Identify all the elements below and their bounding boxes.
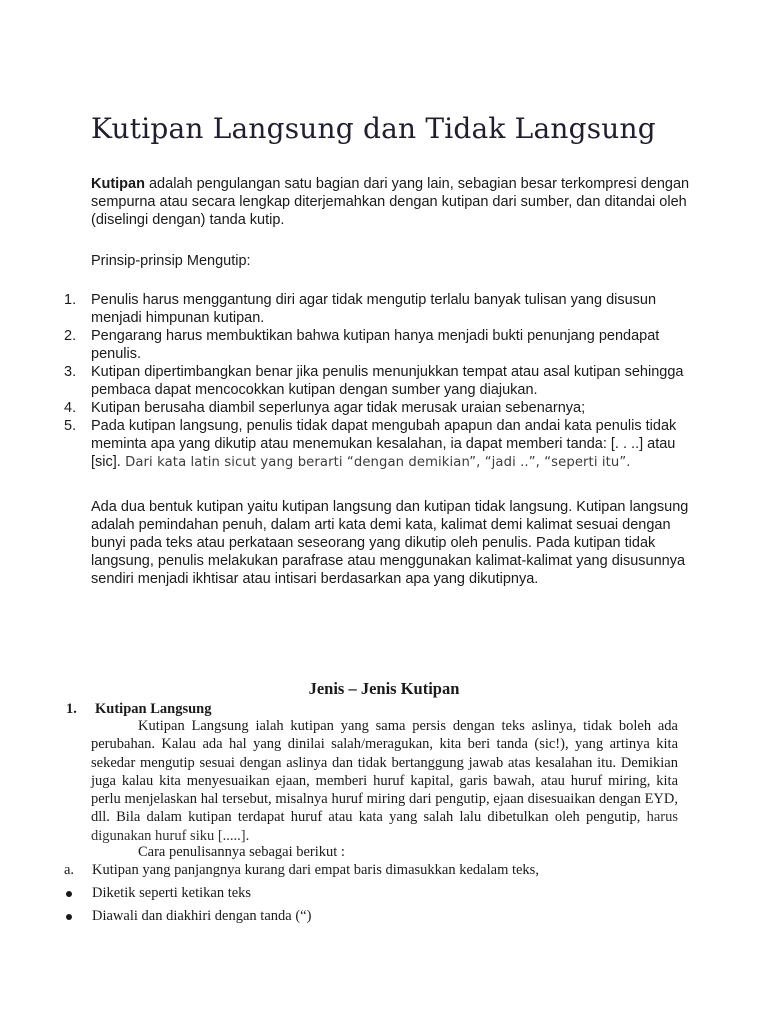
list-item-text: Diketik seperti ketikan teks [92, 885, 252, 901]
prinsip-heading: Prinsip-prinsip Mengutip: [91, 253, 251, 269]
section-paragraph-text: Kutipan Langsung ialah kutipan yang sama persis dengan teks aslinya, tidak boleh ada perubahan. Kalau ada hal yang dinilai salah/meragukan, kita beri tanda (sic!), yang artinya kita sekedar mengutip sesuai dengan aslinya dan tidak bertanggung jawab atas kesalahan itu. Demikian juga kalau kita menyesuaikan ejaan, memberi huruf kapital, garis bawah, atau huruf miring, kita perlu menjelaskan hal tersebut, misalnya huruf miring dari pengutip, ejaan disesuaikan dengan EYD, dll. Bila dalam kutipan terdapat huruf atau kata yang salah lalu dibetulkan oleh pengutip, [91, 718, 678, 826]
list-marker: a. [64, 862, 75, 878]
list-item-text: Penulis harus menggantung diri agar tidak mengutip terlalu banyak tulisan yang disusun menjadi himpunan kutipan. [91, 292, 657, 326]
bullet-icon [66, 891, 72, 897]
list-item [64, 363, 694, 399]
list-number: 5. [64, 418, 77, 434]
jenis-heading: Jenis – Jenis Kutipan [308, 679, 460, 698]
list-item-text: Kutipan yang panjangnya kurang dari empat baris dimasukkan kedalam teks, [92, 862, 539, 878]
list-item-text: Kutipan berusaha diambil seperlunya agar tidak merusak uraian sebenarnya; [91, 400, 586, 416]
list-item [64, 907, 684, 927]
intro-term: Kutipan [91, 176, 145, 192]
list-number: 3. [64, 364, 77, 380]
list-item [64, 291, 694, 327]
cara-list [64, 861, 684, 927]
document-title: Kutipan Langsung dan Tidak Langsung [91, 112, 656, 145]
list-item [64, 399, 694, 417]
cara-heading: Cara penulisannya sebagai berikut : [138, 844, 345, 860]
section-heading [66, 700, 211, 718]
section-number: 1. [66, 701, 77, 717]
bullet-icon [66, 914, 72, 920]
intro-paragraph [91, 175, 691, 229]
bentuk-paragraph: Ada dua bentuk kutipan yaitu kutipan langsung dan kutipan tidak langsung. Kutipan langsung adalah pemindahan penuh, dalam arti kata demi kata, kalimat demi kalimat sesuai dengan bunyi pada teks atau perkataan seseorang yang dikutip oleh penulis. Pada kutipan tidak langsung, penulis melakukan parafrase atau menggunakan kalimat-kalimat yang disusunnya sendiri menjadi ikhtisar atau intisari berdasarkan apa yang dikutipnya. [91, 499, 689, 587]
list-item-text: Pada kutipan langsung, penulis tidak dapat mengubah apapun dan andai kata penulis tidak meminta apa yang dikutip atau menemukan kesalahan, ia dapat memberi tanda: [. . ..] atau [sic]. [91, 418, 677, 470]
list-item [64, 884, 684, 904]
list-item-note: Dari kata latin sicut yang berarti “dengan demikian”, “jadi ..”, “seperti itu”. [120, 455, 631, 470]
section-paragraph [91, 717, 678, 845]
list-item [64, 861, 684, 881]
principles-list [64, 291, 694, 472]
list-item [64, 417, 694, 472]
section-paragraph-end: harus digunakan huruf siku [.....]. [91, 809, 678, 844]
list-item-text: Diawali dan diakhiri dengan tanda (“) [92, 908, 312, 924]
intro-text: adalah pengulangan satu bagian dari yang lain, sebagian besar terkompresi dengan sempurna atau secara lengkap diterjemahkan dengan kutipan dari sumber, dan ditandai oleh (diselingi dengan) tanda kutip. [91, 176, 690, 228]
list-item-text: Kutipan dipertimbangkan benar jika penulis menunjukkan tempat atau asal kutipan sehingga pembaca dapat mencocokkan kutipan dengan sumber yang diajukan. [91, 364, 684, 398]
list-item-text: Pengarang harus membuktikan bahwa kutipan hanya menjadi bukti penunjang pendapat penulis. [91, 328, 660, 362]
list-number: 4. [64, 400, 77, 416]
list-number: 1. [64, 292, 77, 308]
list-item [64, 327, 694, 363]
section-title: Kutipan Langsung [95, 701, 212, 717]
list-number: 2. [64, 328, 77, 344]
